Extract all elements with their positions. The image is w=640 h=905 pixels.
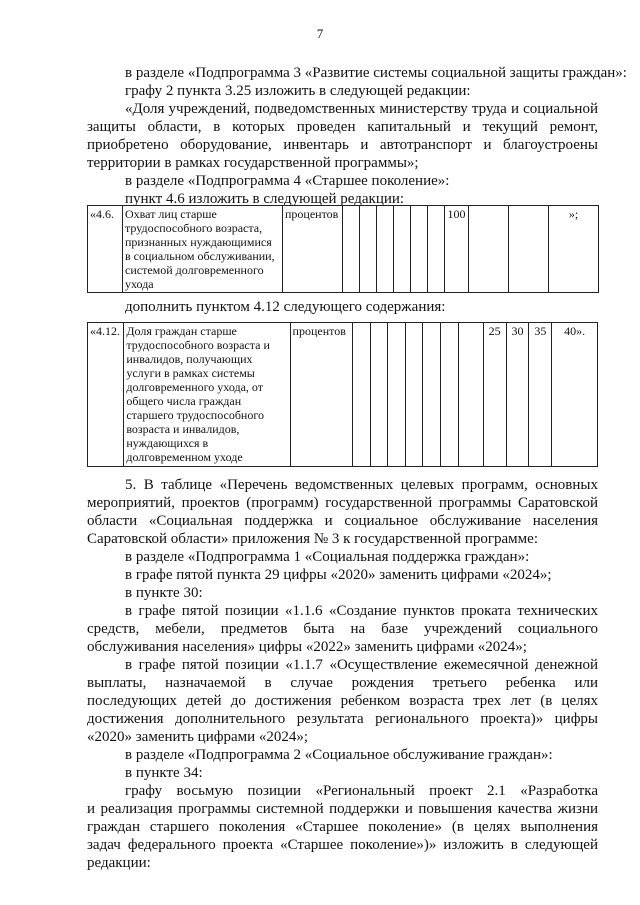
text-line: в пункте 30: (125, 585, 203, 601)
text-line: пункт 4.6 изложить в следующей редакции: (125, 191, 405, 207)
text-line: граждан старшего поколения «Старшее поколение» (в целях выполнения (87, 819, 598, 835)
text-line: графу 2 пункта 3.25 изложить в следующей редакции: (125, 83, 471, 99)
value-cell (423, 323, 441, 467)
text-line: в графе пятой пункта 29 цифры «2020» заменить цифрами «2024»; (125, 567, 552, 583)
row-number: «4.6. (88, 206, 123, 293)
text-line: области «Социальная поддержка и социальное обслуживание населения (87, 513, 598, 529)
text-line: в пункте 34: (125, 765, 203, 781)
value-cell (352, 323, 370, 467)
text-line: «2020» заменить цифрами «2024»; (87, 729, 309, 745)
text-line: 5. В таблице «Перечень ведомственных целевых программ, основных (125, 477, 598, 493)
value-cell (428, 206, 445, 293)
value-cell: 35 (529, 323, 552, 467)
value-cell (411, 206, 428, 293)
text-line: Саратовской области» приложения № 3 к государственной программе: (87, 531, 538, 547)
value-cell: 100 (445, 206, 469, 293)
value-cell (360, 206, 377, 293)
text-line: в разделе «Подпрограмма 1 «Социальная поддержка граждан»: (125, 549, 530, 565)
text-line: «Доля учреждений, подведомственных министерству труда и социальной (125, 101, 598, 117)
value-cell (441, 323, 459, 467)
text-line: и реализация программы системной поддержки и повышения качества жизни (87, 801, 598, 817)
value-cell (509, 206, 549, 293)
indicator-table-4-12 (87, 322, 598, 467)
value-cell (469, 206, 509, 293)
text-line: редакции: (87, 855, 151, 871)
text-line: в разделе «Подпрограмма 3 «Развитие системы социальной защиты граждан»: (125, 65, 627, 81)
text-line: мероприятий, проектов (программ) государственной программы Саратовской (87, 495, 598, 511)
text-line: обслуживания населения» цифры «2022» заменить цифрами «2024»; (87, 639, 527, 655)
value-cell: 30 (506, 323, 529, 467)
text-line: дополнить пунктом 4.12 следующего содержания: (125, 299, 446, 315)
value-cell (405, 323, 423, 467)
value-cell (343, 206, 360, 293)
value-cell: 40». (552, 323, 598, 467)
text-line: в графе пятой позиции «1.1.6 «Создание пунктов проката технических (125, 603, 598, 619)
value-cell: »; (549, 206, 599, 293)
text-line: средств, мебели, предметов быта на базе учреждений социального (87, 621, 598, 637)
indicator-table-4-6 (87, 205, 599, 293)
text-line: выплаты, назначаемой в случае рождения третьего ребенка или (87, 675, 598, 691)
text-line: в разделе «Подпрограмма 2 «Социальное обслуживание граждан»: (125, 747, 553, 763)
indicator-name: Охват лиц старше трудоспособного возраста, признанных нуждающимися в социальном обслуживании, системой долговременного ухода (123, 206, 283, 293)
page-number: 7 (316, 26, 324, 41)
value-cell: 25 (483, 323, 506, 467)
value-cell (377, 206, 394, 293)
text-line: приобретено оборудование, инвентарь и автотранспорт и благоустроены (87, 137, 598, 153)
text-line: территории в рамках государственной программы»; (87, 155, 419, 171)
value-cell (388, 323, 406, 467)
indicator-name: Доля граждан старше трудоспособного возраста и инвалидов, получающих услуги в рамках системы долговременного ухода, от общего числа граждан старшего трудоспособного возраста и инвалидов, нуждающихся в долговременном уходе (124, 323, 290, 467)
text-line: в разделе «Подпрограмма 4 «Старшее поколение»: (125, 173, 450, 189)
value-cell (370, 323, 388, 467)
value-cell (394, 206, 411, 293)
text-line: последующих детей до достижения ребенком возраста трех лет (в целях (87, 693, 598, 709)
text-line: в графе пятой позиции «1.1.7 «Осуществление ежемесячной денежной (125, 657, 598, 673)
unit-cell: процентов (290, 323, 352, 467)
text-line: достижения дополнительного результата регионального проекта)» цифры (87, 711, 598, 727)
text-line: защиты области, в которых проведен капитальный и текущий ремонт, (87, 119, 598, 135)
text-line: графу восьмую позиции «Региональный проект 2.1 «Разработка (125, 783, 598, 799)
row-number: «4.12. (88, 323, 124, 467)
value-cell (458, 323, 483, 467)
unit-cell: процентов (283, 206, 343, 293)
text-line: задач федерального проекта «Старшее поколение»)» изложить в следующей (87, 837, 598, 853)
